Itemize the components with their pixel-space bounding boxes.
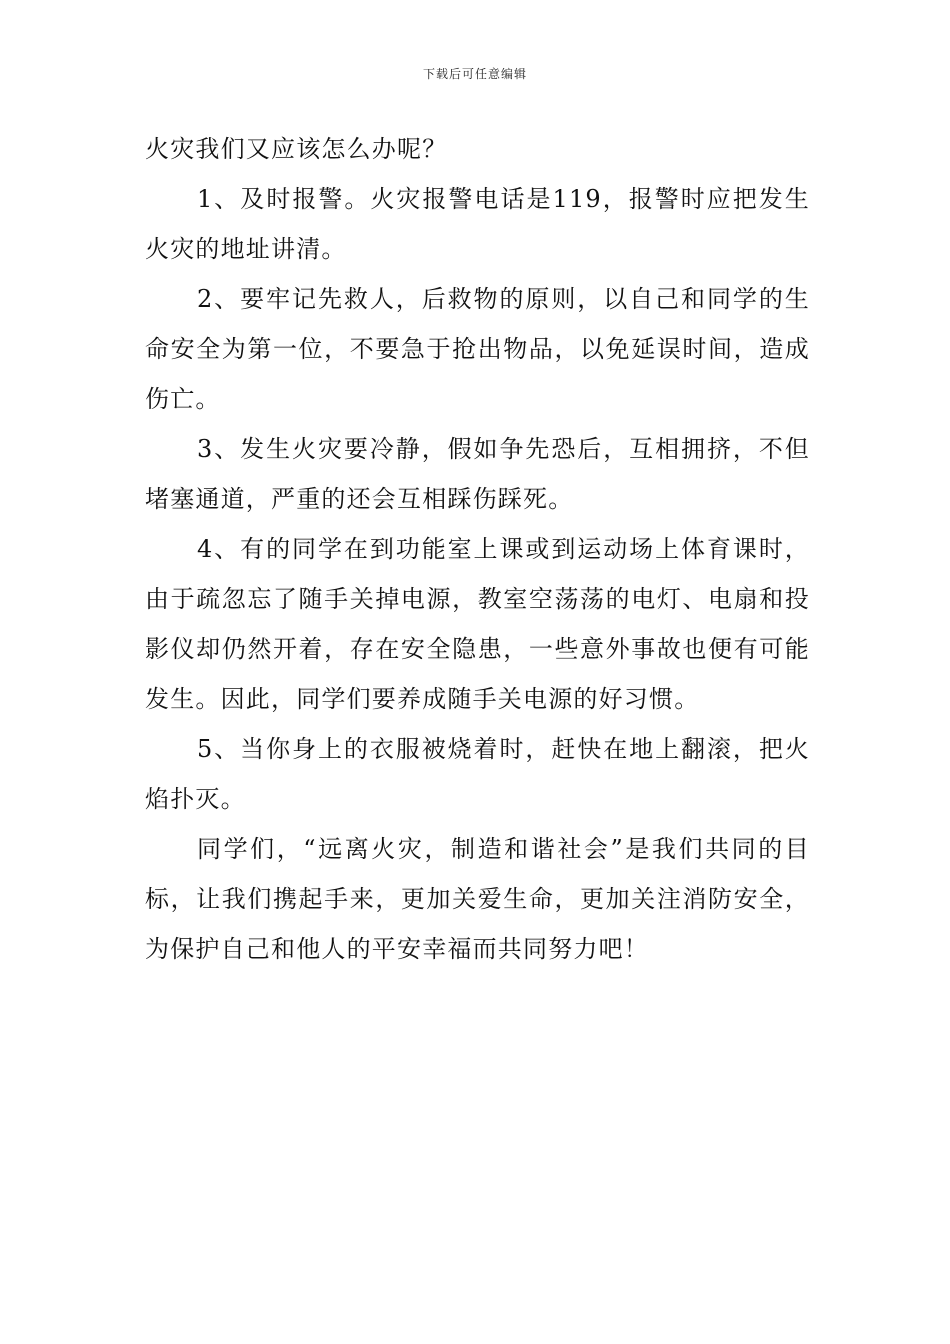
- paragraph-item-2: 2、要牢记先救人，后救物的原则，以自己和同学的生命安全为第一位，不要急于抢出物品，以免延误时间，造成伤亡。: [145, 285, 810, 413]
- page-header-note: 下载后可任意编辑: [422, 67, 527, 81]
- paragraph-item-3: 3、发生火灾要冷静，假如争先恐后，互相拥挤，不但堵塞通道，严重的还会互相踩伤踩死。: [145, 435, 810, 513]
- paragraph-closing: 同学们，“远离火灾，制造和谐社会”是我们共同的目标，让我们携起手来，更加关爱生命，更加关注消防安全，为保护自己和他人的平安幸福而共同努力吧！: [145, 835, 810, 963]
- paragraph-item-5: 5、当你身上的衣服被烧着时，赶快在地上翻滚，把火焰扑灭。: [145, 735, 810, 813]
- paragraph-item-4: 4、有的同学在到功能室上课或到运动场上体育课时，由于疏忽忘了随手关掉电源，教室空荡荡的电灯、电扇和投影仪却仍然开着，存在安全隐患，一些意外事故也便有可能发生。因此，同学们要养成随手关电源的好习惯。: [145, 535, 810, 713]
- paragraph-item-1: 1、及时报警。火灾报警电话是119，报警时应把发生火灾的地址讲清。: [145, 185, 810, 263]
- document-body: [145, 124, 810, 974]
- paragraph-intro-question: 火灾我们又应该怎么办呢？: [145, 135, 448, 163]
